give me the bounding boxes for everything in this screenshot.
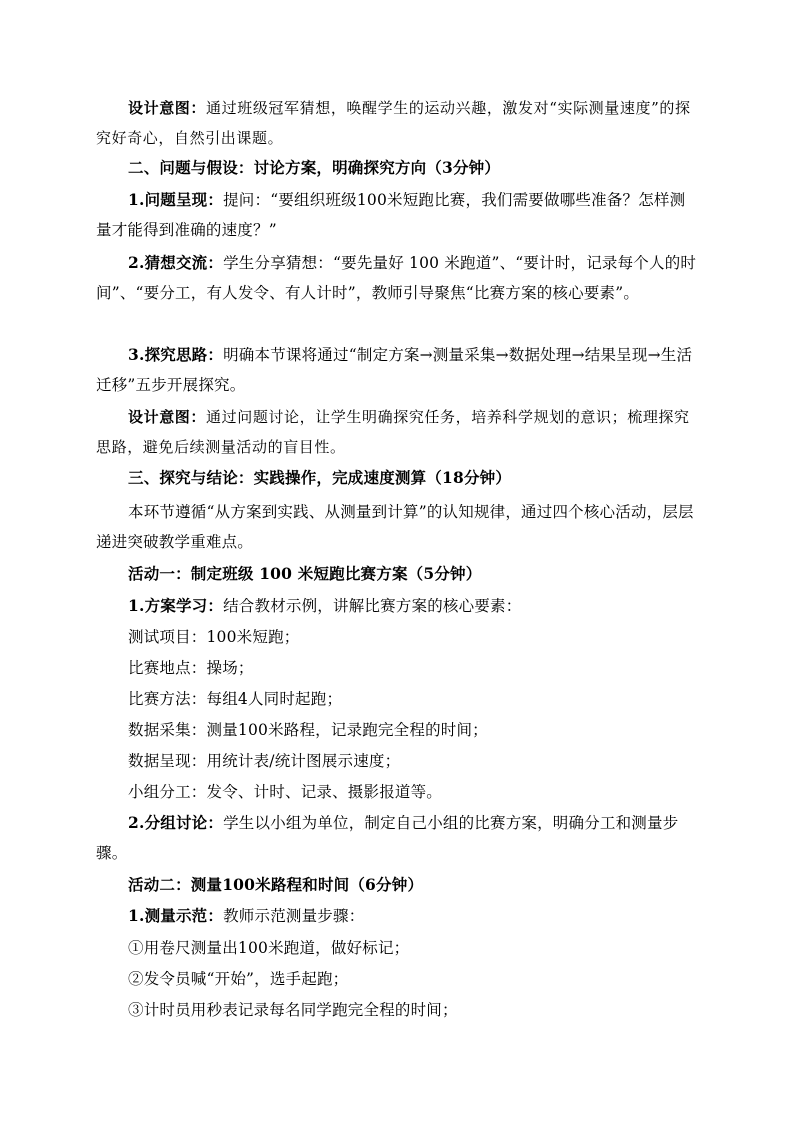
plan-item: 数据呈现：用统计表/统计图展示速度； — [128, 752, 401, 770]
text: 学生分享猜想：“要先量好 100 米跑道”、“要计时，记录每个人的时间”、“要分工，有人发令、有人计时”，教师引导聚焦“比赛方案的核心要素”。 — [96, 254, 697, 302]
plan-item: 数据采集：测量100米路程，记录跑完全程的时间； — [128, 721, 488, 739]
label: 1.方案学习： — [128, 596, 224, 615]
step-item: ③计时员用秒表记录每名同学跑完全程的时间； — [128, 1001, 458, 1019]
plan-item: 比赛方法：每组4人同时起跑； — [128, 690, 343, 708]
text: 通过班级冠军猜想，唤醒学生的运动兴趣，激发对“实际测量速度”的探究好奇心，自然引出课题。 — [96, 99, 691, 147]
label: 设计意图： — [128, 408, 207, 426]
plan-item: 测试项目：100米短跑； — [128, 628, 300, 646]
text: 结合教材示例，讲解比赛方案的核心要素： — [223, 597, 522, 615]
design-intent-1 — [96, 93, 700, 153]
section-intro: 本环节遵循“从方案到实践、从测量到计算”的认知规律，通过四个核心活动，层层递进突破教学重难点。 — [96, 503, 694, 551]
group-discussion — [96, 808, 700, 868]
step-item: ②发令员喊“开始”，选手起跑； — [128, 970, 349, 988]
question-presentation — [96, 185, 700, 245]
text: 明确本节课将通过“制定方案→测量采集→数据处理→结果呈现→生活迁移”五步开展探究。 — [96, 346, 693, 394]
label: 1.问题呈现： — [128, 190, 224, 209]
design-intent-2 — [96, 402, 700, 462]
label: 2.猜想交流： — [128, 253, 224, 272]
plan-item: 比赛地点：操场； — [128, 659, 254, 677]
activity-two-heading: 活动二：测量100米路程和时间（6分钟） — [128, 875, 424, 894]
text: 教师示范测量步骤： — [223, 907, 365, 925]
label: 3.探究思路： — [128, 345, 224, 364]
section-heading-2: 二、问题与假设：讨论方案，明确探究方向（3分钟） — [128, 158, 501, 177]
text: 学生以小组为单位，制定自己小组的比赛方案，明确分工和测量步骤。 — [96, 814, 679, 862]
step-item: ①用卷尺测量出100米跑道，做好标记； — [128, 939, 410, 957]
label: 1.测量示范： — [128, 906, 224, 925]
measure-demo — [96, 901, 700, 931]
text: 通过问题讨论，让学生明确探究任务，培养科学规划的意识；梳理探究思路，避免后续测量活动的盲目性。 — [96, 408, 690, 456]
conjecture-exchange — [96, 248, 700, 308]
plan-item: 小组分工：发令、计时、记录、摄影报道等。 — [128, 783, 443, 801]
activity-one-heading: 活动一：制定班级 100 米短跑比赛方案（5分钟） — [128, 564, 482, 583]
plan-study — [96, 591, 700, 621]
label: 设计意图： — [128, 99, 207, 117]
section-heading-3: 三、探究与结论：实践操作，完成速度测算（18分钟） — [128, 468, 512, 487]
label: 2.分组讨论： — [128, 813, 224, 832]
inquiry-approach — [96, 340, 700, 400]
text: 提问：“要组织班级100米短跑比赛，我们需要做哪些准备？怎样测量才能得到准确的速度？” — [96, 191, 686, 239]
